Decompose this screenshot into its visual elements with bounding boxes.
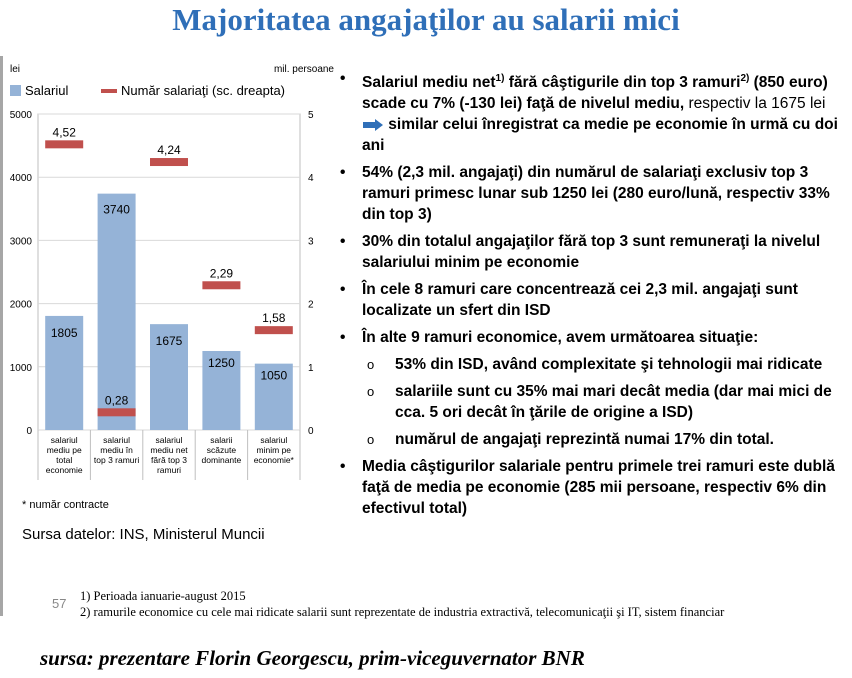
- right-tick-label: 1: [308, 362, 314, 374]
- salary-chart: [4, 58, 334, 498]
- left-accent-bar: [0, 56, 3, 616]
- category-label: economie*: [253, 455, 294, 465]
- right-tick-label: 0: [308, 426, 314, 437]
- right-tick-label: 4: [308, 173, 314, 185]
- category-label: fără top 3: [151, 455, 187, 465]
- category-label: mediu net: [150, 445, 188, 455]
- bar-value-label: 1050: [260, 368, 288, 383]
- right-tick-label: 2: [308, 299, 314, 311]
- right-axis-unit: mil. persoane: [273, 64, 334, 75]
- chart-note: * număr contracte: [22, 499, 109, 511]
- left-tick-label: 0: [26, 426, 32, 437]
- marker-value-label: 4,24: [157, 143, 181, 158]
- bar-value-label: 1250: [208, 356, 235, 370]
- category-label: salariul: [50, 435, 78, 445]
- category-label: mediu în: [100, 445, 133, 455]
- bullet-5: • În alte 9 ramuri economice, avem următoarea situaţie:: [340, 327, 845, 348]
- bar-value-label: 3740: [103, 202, 130, 217]
- sub-bullet-1: o 53% din ISD, având complexitate şi tehnologii mai ridicate: [340, 354, 845, 375]
- bullet-3: • 30% din totalul angajaţilor fără top 3 sunt remuneraţi la nivelul salariului minim pe economie: [340, 231, 845, 273]
- marker: [202, 281, 240, 289]
- category-label: economie: [45, 465, 83, 475]
- left-tick-label: 1000: [9, 362, 32, 374]
- category-label: total: [56, 455, 73, 465]
- marker-value-label: 0,28: [104, 393, 129, 408]
- left-tick-label: 4000: [9, 173, 32, 185]
- footnote-1: 1) Perioada ianuarie-august 2015: [80, 589, 246, 603]
- category-label: mediu pe: [46, 445, 82, 455]
- marker-value-label: 1,58: [262, 311, 286, 326]
- left-tick-label: 2000: [9, 299, 32, 311]
- bullet-2: • 54% (2,3 mil. angajaţi) din numărul de salariaţi exclusiv top 3 ramuri primesc lunar sub 1250 lei (280 euro/lună, respectiv 33% din top 3): [340, 162, 845, 225]
- category-label: ramuri: [156, 465, 182, 475]
- legend-label-marker: Număr salariaţi (sc. dreapta): [121, 83, 285, 98]
- sub-bullet-3: o numărul de angajaţi reprezintă numai 17% din total.: [340, 429, 845, 450]
- page-title: Majoritatea angajaţilor au salarii mici: [172, 2, 680, 37]
- legend-label-bar: Salariul: [25, 83, 69, 98]
- footnotes: [80, 588, 724, 620]
- category-label: salarii: [210, 435, 233, 445]
- bullet-6: • Media câştigurilor salariale pentru primele trei ramuri este dublă faţă de media pe economie (285 mii persoane, respectiv 6% din efectivul total): [340, 456, 845, 519]
- marker-value-label: 2,29: [209, 266, 234, 281]
- chart-source: Sursa datelor: INS, Ministerul Muncii: [22, 526, 265, 543]
- left-axis-unit: lei: [10, 64, 21, 75]
- marker: [98, 408, 136, 416]
- category-label: scăzute: [206, 445, 237, 455]
- category-label: salariul: [103, 435, 131, 445]
- arrow-right-icon: [362, 119, 384, 131]
- category-label: dominante: [201, 455, 242, 465]
- right-tick-label: 3: [308, 236, 314, 248]
- marker: [150, 158, 188, 166]
- legend-swatch-marker: [101, 89, 117, 93]
- bar-value-label: 1675: [155, 334, 183, 349]
- left-tick-label: 3000: [9, 236, 32, 248]
- right-tick-label: 5: [308, 110, 314, 121]
- bullet-list: [340, 68, 845, 525]
- category-label: minim pe: [256, 445, 292, 455]
- marker: [45, 140, 83, 148]
- page-number: 57: [52, 596, 67, 611]
- category-label: salariul: [260, 435, 288, 445]
- credit-line: sursa: prezentare Florin Georgescu, prim-viceguvernator BNR: [40, 646, 585, 670]
- legend-swatch-bar: [10, 85, 21, 96]
- bar-value-label: 1805: [50, 325, 78, 340]
- left-tick-label: 5000: [9, 110, 32, 121]
- bullet-1: • Salariul mediu net$^{1)}$ fără câştigurile din top 3 ramuri$^{2)}$ (850 euro) scade cu 7% (-130 lei) faţă de nivelul mediu, respectiv la 1675 lei similar celui înregistrat ca medie pe economie în urmă cu doi ani: [340, 68, 845, 156]
- marker: [255, 326, 293, 334]
- sub-bullet-2: o salariile sunt cu 35% mai mari decât media (dar mai mici de cca. 5 ori decât în ţările de origine a ISD): [340, 381, 845, 423]
- category-label: salariul: [155, 435, 183, 445]
- footnote-2: 2) ramurile economice cu cele mai ridicate salarii sunt reprezentate de industria extractivă, telecomunicaţii şi IT, sistem financiar: [80, 605, 725, 619]
- bullet-4: • În cele 8 ramuri care concentrează cei 2,3 mil. angajaţi sunt localizate un sfert din ISD: [340, 279, 845, 321]
- marker-value-label: 4,52: [52, 125, 76, 140]
- category-label: top 3 ramuri: [93, 455, 140, 465]
